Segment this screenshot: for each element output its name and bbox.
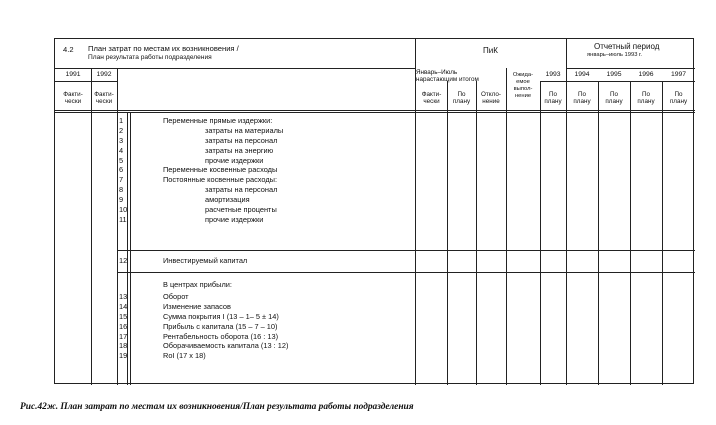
cost-item: Постоянные косвенные расходы:	[163, 175, 278, 185]
cost-item: прочие издержки	[205, 155, 264, 165]
jan-jul-label: Январь–Июль	[416, 69, 458, 76]
profit-centers-heading: В центрах прибыли:	[163, 280, 232, 289]
row-number: 19	[119, 351, 128, 361]
result-item: Прибыль с капитала (15 – 7 – 10)	[163, 321, 278, 331]
plan-table	[54, 38, 694, 384]
cost-item: затраты на материалы	[205, 125, 284, 135]
col-1992-actual: Факти- чески	[94, 91, 114, 106]
result-item: RoI (17 x 18)	[163, 351, 206, 361]
col-1991-actual: Факти- чески	[63, 91, 83, 106]
row-number: 2	[119, 125, 124, 135]
section-number: 4.2	[63, 45, 74, 54]
row-number: 13	[119, 292, 128, 301]
year-1996: 1996	[638, 71, 654, 78]
section3-numbers	[119, 292, 127, 361]
title-line-2: План результата работы подразделения	[88, 54, 212, 61]
plan-1995: По плану	[605, 91, 623, 106]
row-number: 7	[119, 175, 124, 185]
cost-item: амортизация	[205, 195, 250, 205]
cost-item: затраты на персонал	[205, 135, 278, 145]
section1-numbers	[119, 116, 127, 225]
title-line-1: План затрат по местам их возникновения /	[88, 44, 239, 53]
row-number: 6	[119, 165, 124, 175]
row-number: 8	[119, 185, 124, 195]
period-subheading: январь–июль 1993 г.	[587, 52, 643, 58]
row-number: 3	[119, 135, 124, 145]
cost-item: затраты на персонал	[205, 185, 278, 195]
result-item: Сумма покрытия I (13 – 1– 5 ± 14)	[163, 311, 279, 321]
row-number: 9	[119, 195, 124, 205]
row-number: 14	[119, 301, 128, 311]
row-number: 11	[119, 214, 127, 224]
plan-1997: По плану	[669, 91, 688, 106]
row-number: 18	[119, 341, 128, 351]
row-number: 15	[119, 311, 128, 321]
row-number: 16	[119, 321, 128, 331]
section3-items	[163, 292, 288, 361]
plan-1996: По плану	[637, 91, 655, 106]
invested-capital: Инвестируемый капитал	[163, 256, 248, 265]
actual-label: Факти- чески	[421, 91, 442, 106]
deviation-label: Откло- нение	[481, 91, 501, 106]
cost-item: затраты на энергию	[205, 145, 274, 155]
year-1993: 1993	[545, 71, 561, 78]
plan-1994: По плану	[573, 91, 591, 106]
plan-1993: По плану	[544, 91, 562, 106]
cumulative-label: нарастающим итогом	[416, 76, 479, 83]
expected-label: Ожида- емое выпол- нение	[512, 72, 534, 99]
row-number: 5	[119, 155, 124, 165]
year-1995: 1995	[606, 71, 622, 78]
result-item: Рентабельность оборота (16 : 13)	[163, 331, 279, 341]
year-1991: 1991	[65, 71, 81, 78]
plan-label-mid: По плану	[452, 91, 471, 106]
row-number: 17	[119, 331, 128, 341]
year-1994: 1994	[574, 71, 590, 78]
row-number: 4	[119, 145, 124, 155]
cost-item: Переменные прямые издержки:	[163, 116, 273, 125]
cost-item: расчетные проценты	[205, 205, 277, 215]
plk-heading: ПиК	[483, 46, 498, 55]
result-item: Изменение запасов	[163, 301, 231, 311]
year-1997: 1997	[670, 71, 687, 78]
result-item: Оборачиваемость капитала (13 : 12)	[163, 341, 289, 351]
section1-items	[163, 116, 283, 225]
row-number: 10	[119, 205, 128, 215]
row-number: 12	[119, 256, 128, 265]
period-heading: Отчетный период	[594, 42, 660, 51]
row-number: 1	[119, 116, 124, 125]
cost-item: прочие издержки	[205, 214, 264, 224]
figure-caption: Рис.42ж. План затрат по местам их возникновения/План результата работы подразделения	[20, 402, 414, 412]
cost-item: Переменные косвенные расходы	[163, 165, 278, 175]
result-item: Оборот	[163, 292, 189, 301]
year-1992: 1992	[96, 71, 112, 78]
